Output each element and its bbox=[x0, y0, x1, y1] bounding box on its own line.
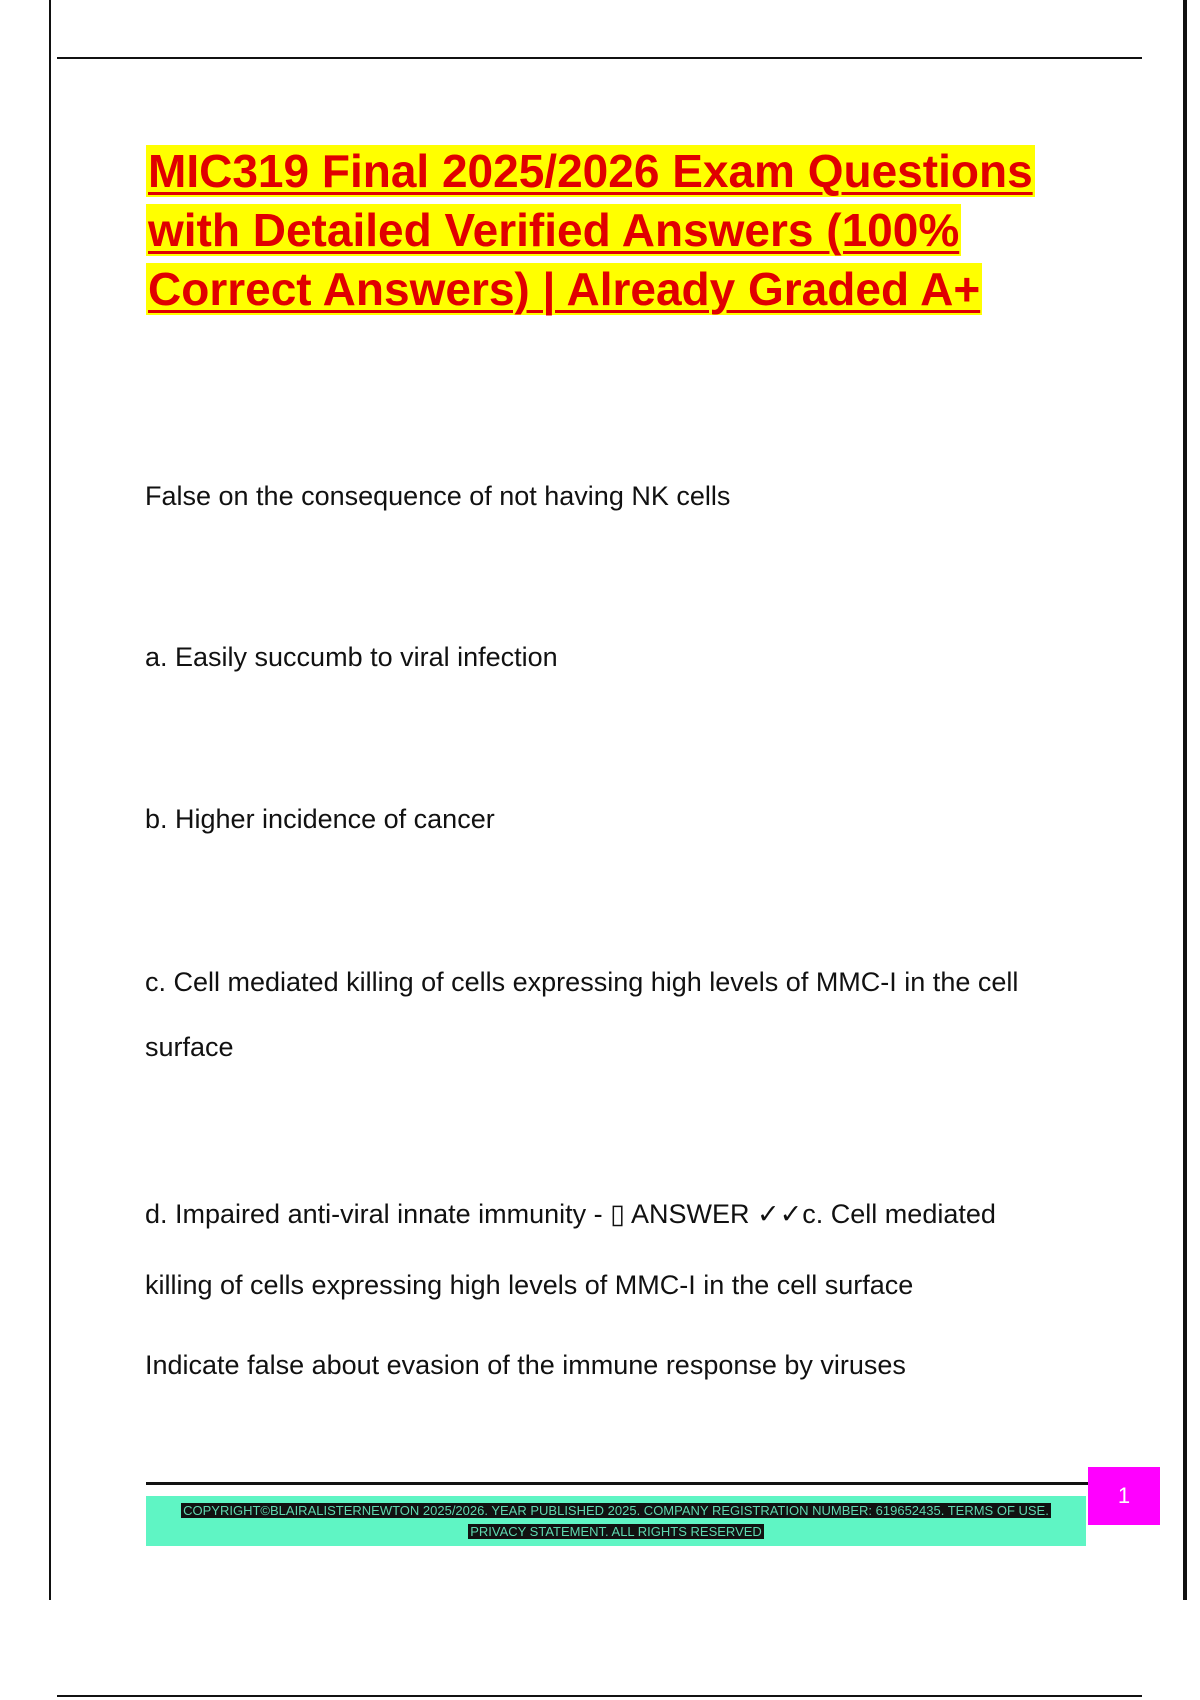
option-c-continued: surface bbox=[145, 1032, 234, 1062]
title-line: Correct Answers) | Already Graded A+ bbox=[148, 263, 981, 315]
title-line: MIC319 Final 2025/2026 Exam Questions bbox=[148, 145, 1033, 197]
copyright-line: COPYRIGHT©BLAIRALISTERNEWTON 2025/2026. YEAR PUBLISHED 2025. COMPANY REGISTRATION NUMBER: 619652435. TERMS OF USE. bbox=[183, 1503, 1049, 1518]
copyright-notice bbox=[146, 1500, 1086, 1542]
question-text: False on the consequence of not having NK cells bbox=[145, 481, 731, 511]
page-left-border bbox=[49, 0, 51, 1600]
option-a: a. Easily succumb to viral infection bbox=[145, 642, 558, 672]
header-rule bbox=[57, 57, 1142, 59]
page-right-border bbox=[1183, 0, 1187, 1600]
option-b: b. Higher incidence of cancer bbox=[145, 804, 495, 834]
option-d-answer: d. Impaired anti-viral innate immunity - ▯ ANSWER ✓✓c. Cell mediated bbox=[145, 1199, 996, 1229]
copyright-line: PRIVACY STATEMENT. ALL RIGHTS RESERVED bbox=[470, 1524, 762, 1539]
document-title bbox=[146, 142, 1086, 319]
answer-continued: killing of cells expressing high levels of MMC-I in the cell surface bbox=[145, 1270, 914, 1300]
footer-rule bbox=[146, 1482, 1088, 1485]
bottom-rule bbox=[57, 1695, 1142, 1697]
title-line: with Detailed Verified Answers (100% bbox=[148, 204, 960, 256]
option-c: c. Cell mediated killing of cells expressing high levels of MMC-I in the cell bbox=[145, 967, 1019, 997]
next-question-text: Indicate false about evasion of the immune response by viruses bbox=[145, 1350, 906, 1380]
page-number-badge: 1 bbox=[1088, 1467, 1160, 1525]
